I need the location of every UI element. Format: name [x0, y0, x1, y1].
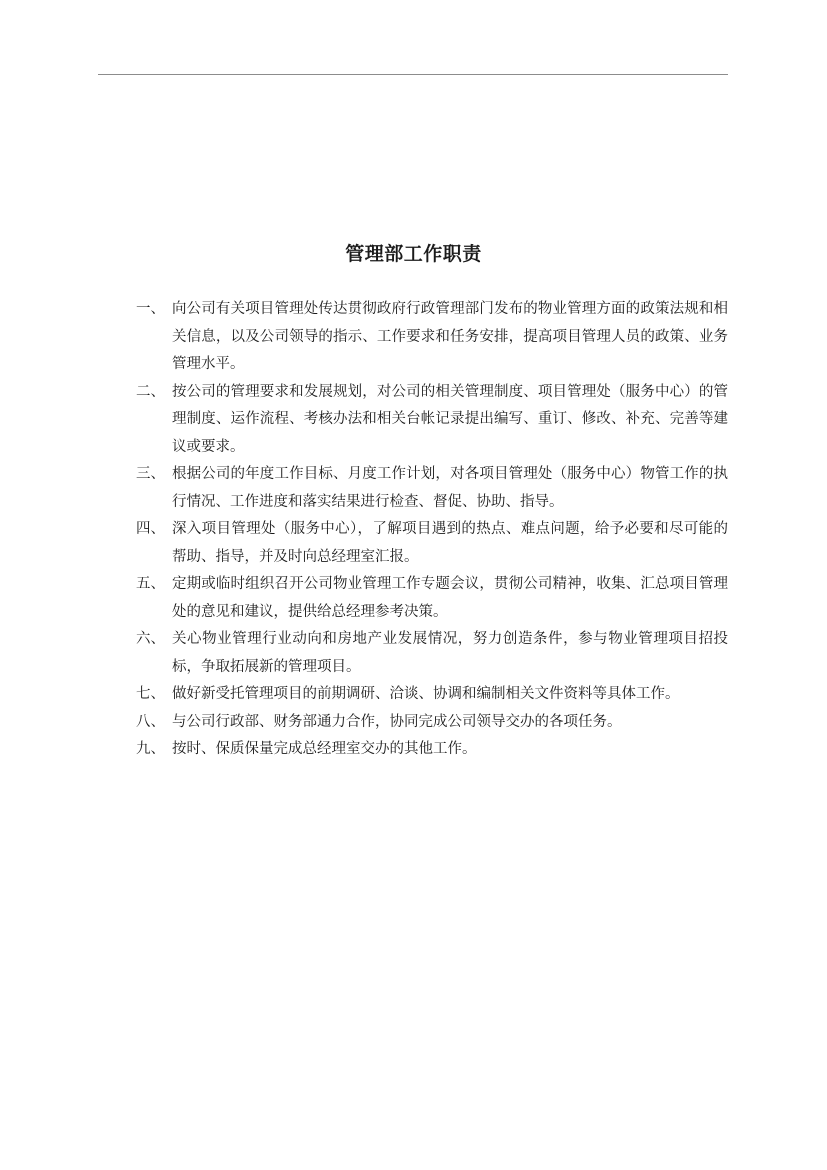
duty-number: 五、: [136, 576, 165, 592]
duty-text: 向公司有关项目管理处传达贯彻政府行政管理部门发布的物业管理方面的政策法规和相关信息，以及公司领导的指示、工作要求和任务安排，提高项目管理人员的政策、业务管理水平。: [172, 301, 728, 372]
duty-list: [136, 296, 728, 764]
duty-text: 与公司行政部、财务部通力合作，协同完成公司领导交办的各项任务。: [172, 713, 622, 730]
duty-number: 九、: [136, 741, 165, 757]
duty-item-5: [136, 571, 728, 626]
duty-number: 六、: [136, 631, 165, 647]
duty-number: 七、: [136, 686, 165, 702]
duty-item-2: [136, 379, 728, 462]
duty-text: 深入项目管理处（服务中心），了解项目遇到的热点、难点问题，给予必要和尽可能的帮助、指导，并及时向总经理室汇报。: [172, 521, 728, 565]
duty-item-1: [136, 296, 728, 379]
document-title: 管理部工作职责: [345, 243, 482, 265]
duty-number: 八、: [136, 713, 165, 730]
duty-number: 二、: [136, 383, 165, 400]
duty-text: 根据公司的年度工作目标、月度工作计划，对各项目管理处（服务中心）物管工作的执行情况、工作进度和落实结果进行检查、督促、协助、指导。: [172, 466, 728, 510]
duty-item-9: [136, 736, 728, 764]
duty-number: 四、: [136, 521, 165, 537]
duty-item-8: [136, 709, 728, 737]
duty-item-4: [136, 516, 728, 571]
duty-text: 做好新受托管理项目的前期调研、洽谈、协调和编制相关文件资料等具体工作。: [172, 686, 680, 702]
duty-item-3: [136, 461, 728, 516]
duty-text: 按时、保质保量完成总经理室交办的其他工作。: [172, 741, 477, 757]
duty-text: 关心物业管理行业动向和房地产业发展情况，努力创造条件，参与物业管理项目招投标，争取拓展新的管理项目。: [172, 631, 728, 675]
duty-item-7: [136, 681, 728, 709]
duty-number: 三、: [136, 466, 165, 482]
header-rule: [98, 74, 728, 75]
duty-number: 一、: [136, 301, 165, 317]
duty-text: 定期或临时组织召开公司物业管理工作专题会议，贯彻公司精神，收集、汇总项目管理处的意见和建议，提供给总经理参考决策。: [172, 576, 728, 620]
duty-text: 按公司的管理要求和发展规划，对公司的相关管理制度、项目管理处（服务中心）的管理制度、运作流程、考核办法和相关台帐记录提出编写、重订、修改、补充、完善等建议或要求。: [172, 383, 728, 455]
duty-item-6: [136, 626, 728, 681]
